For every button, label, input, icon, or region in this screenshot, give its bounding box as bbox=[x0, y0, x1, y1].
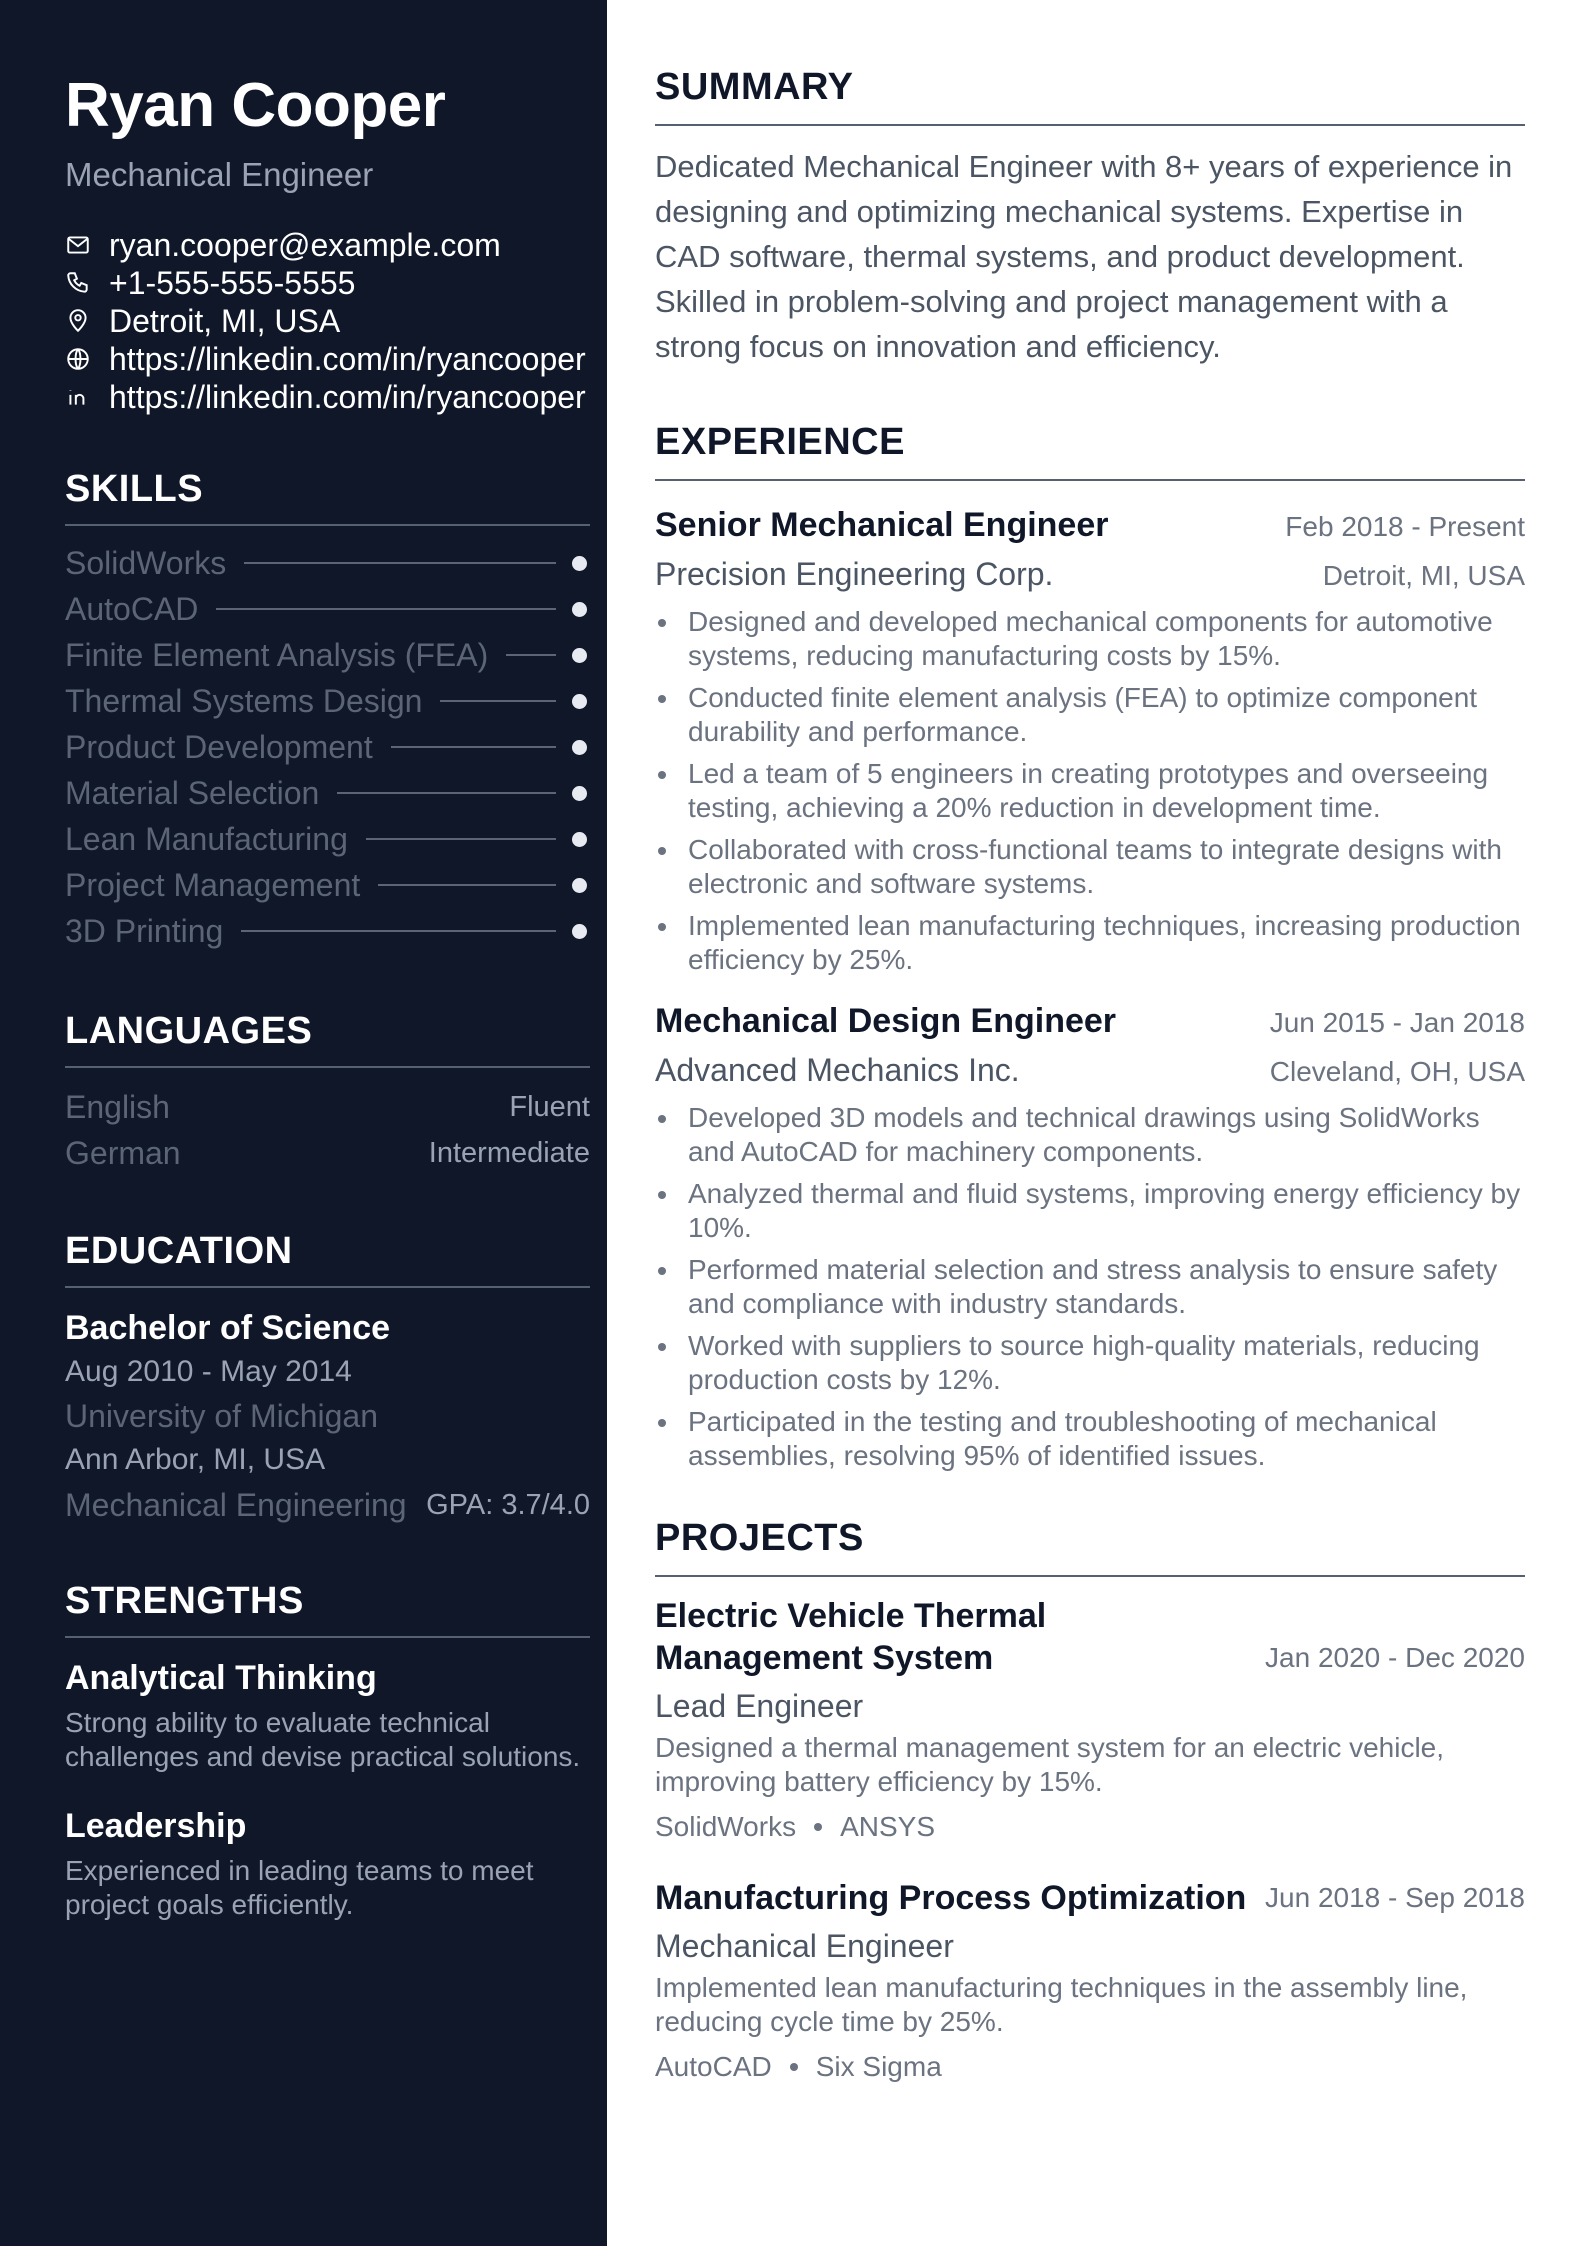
project-entry bbox=[655, 1877, 1525, 2087]
skill-item bbox=[65, 816, 590, 862]
sidebar bbox=[0, 0, 607, 2246]
contact-linkedin[interactable] bbox=[65, 378, 590, 416]
skill-name: Material Selection bbox=[65, 774, 320, 811]
skill-line bbox=[391, 746, 556, 748]
job-location: Detroit, MI, USA bbox=[1322, 560, 1525, 591]
education-dates: Aug 2010 - May 2014 bbox=[65, 1355, 352, 1388]
skill-item bbox=[65, 678, 590, 724]
tech-separator-dot bbox=[814, 1823, 822, 1831]
skill-dot bbox=[572, 924, 587, 939]
skill-dot bbox=[572, 694, 587, 709]
strength-title: Analytical Thinking bbox=[65, 1659, 377, 1697]
skill-line bbox=[506, 654, 556, 656]
skill-dot bbox=[572, 556, 587, 571]
skill-item bbox=[65, 724, 590, 770]
education-gpa: GPA: 3.7/4.0 bbox=[426, 1489, 590, 1521]
candidate-title: Mechanical Engineer bbox=[65, 156, 374, 193]
experience-heading: EXPERIENCE bbox=[655, 419, 1525, 481]
job-bullet: Conducted finite element analysis (FEA) to optimize component durability and performance. bbox=[655, 681, 1525, 749]
skills-section bbox=[65, 466, 590, 954]
contact-email-text: ryan.cooper@example.com bbox=[109, 227, 501, 263]
contact-email[interactable] bbox=[65, 226, 590, 264]
strength-desc: Strong ability to evaluate technical challenges and devise practical solutions. bbox=[65, 1707, 581, 1772]
main-content bbox=[655, 0, 1525, 2087]
job-header bbox=[655, 997, 1525, 1045]
skill-dot bbox=[572, 786, 587, 801]
tech-separator-dot bbox=[790, 2063, 798, 2071]
job-subheader bbox=[655, 1047, 1525, 1093]
contact-list bbox=[65, 226, 590, 416]
language-list bbox=[65, 1084, 590, 1176]
skill-name: Finite Element Analysis (FEA) bbox=[65, 636, 489, 673]
skill-name: Product Development bbox=[65, 728, 373, 765]
job-bullet: Collaborated with cross-functional teams to integrate designs with electronic and software systems. bbox=[655, 833, 1525, 901]
strengths-section bbox=[65, 1578, 590, 1922]
job-bullet: Analyzed thermal and fluid systems, improving energy efficiency by 10%. bbox=[655, 1177, 1525, 1245]
project-role: Lead Engineer bbox=[655, 1688, 864, 1724]
skill-dot bbox=[572, 878, 587, 893]
education-school: University of Michigan bbox=[65, 1398, 378, 1434]
summary-text: Dedicated Mechanical Engineer with 8+ years of experience in designing and optimizing mechanical systems. Expertise in CAD software, thermal systems, and product development. Skilled in problem-solving and project management with a strong focus on innovation and efficiency. bbox=[655, 149, 1513, 364]
job-location: Cleveland, OH, USA bbox=[1269, 1056, 1525, 1087]
job-bullet: Implemented lean manufacturing techniques, increasing production efficiency by 25%. bbox=[655, 909, 1525, 977]
job-dates: Jun 2015 - Jan 2018 bbox=[1269, 1007, 1525, 1038]
skill-dot bbox=[572, 602, 587, 617]
skill-name: Project Management bbox=[65, 866, 361, 903]
skill-line bbox=[244, 562, 556, 564]
skill-name: SolidWorks bbox=[65, 544, 227, 581]
skill-line bbox=[366, 838, 556, 840]
summary-heading: SUMMARY bbox=[655, 64, 1525, 126]
project-dates: Jun 2018 - Sep 2018 bbox=[1265, 1882, 1525, 1913]
project-tech-item: ANSYS bbox=[840, 1811, 936, 1842]
job-bullet: Worked with suppliers to source high-quality materials, reducing production costs by 12%. bbox=[655, 1329, 1525, 1397]
job-bullet: Designed and developed mechanical components for automotive systems, reducing manufacturing costs by 15%. bbox=[655, 605, 1525, 673]
skill-item bbox=[65, 586, 590, 632]
project-tech-item: SolidWorks bbox=[655, 1811, 797, 1842]
language-item bbox=[65, 1130, 590, 1176]
languages-section bbox=[65, 1008, 590, 1176]
globe-icon bbox=[65, 340, 97, 378]
education-entry bbox=[65, 1306, 590, 1528]
candidate-name: Ryan Cooper bbox=[65, 71, 446, 140]
skill-list bbox=[65, 540, 590, 954]
language-item bbox=[65, 1084, 590, 1130]
skill-item bbox=[65, 770, 590, 816]
skill-line bbox=[241, 930, 556, 932]
education-section bbox=[65, 1228, 590, 1528]
education-degree: Bachelor of Science bbox=[65, 1309, 391, 1347]
education-location: Ann Arbor, MI, USA bbox=[65, 1443, 326, 1476]
skill-name: AutoCAD bbox=[65, 590, 199, 627]
job-subheader bbox=[655, 551, 1525, 597]
languages-heading: LANGUAGES bbox=[65, 1008, 590, 1068]
project-role: Mechanical Engineer bbox=[655, 1928, 954, 1964]
project-header bbox=[655, 1877, 1525, 1919]
job-bullet: Participated in the testing and troubleshooting of mechanical assemblies, resolving 95% of identified issues. bbox=[655, 1405, 1525, 1473]
project-header bbox=[655, 1595, 1525, 1679]
skill-line bbox=[216, 608, 556, 610]
projects-heading: PROJECTS bbox=[655, 1515, 1525, 1577]
contact-phone[interactable] bbox=[65, 264, 590, 302]
language-name: German bbox=[65, 1134, 181, 1171]
contact-phone-text: +1-555-555-5555 bbox=[109, 265, 356, 301]
phone-icon bbox=[65, 264, 97, 302]
job-company: Precision Engineering Corp. bbox=[655, 556, 1054, 592]
project-name: Electric Vehicle Thermal Management System bbox=[655, 1597, 1047, 1677]
job-bullet: Performed material selection and stress analysis to ensure safety and compliance with industry standards. bbox=[655, 1253, 1525, 1321]
project-tech-item: Six Sigma bbox=[815, 2051, 942, 2082]
contact-website[interactable] bbox=[65, 340, 590, 378]
job-entry bbox=[655, 501, 1525, 977]
skill-dot bbox=[572, 740, 587, 755]
project-tech-item: AutoCAD bbox=[655, 2051, 772, 2082]
job-header bbox=[655, 501, 1525, 549]
job-role: Senior Mechanical Engineer bbox=[655, 506, 1109, 544]
job-company: Advanced Mechanics Inc. bbox=[655, 1052, 1020, 1088]
skill-item bbox=[65, 862, 590, 908]
skill-item bbox=[65, 632, 590, 678]
job-bullets bbox=[655, 1101, 1525, 1473]
job-entry bbox=[655, 997, 1525, 1473]
project-desc: Designed a thermal management system for an electric vehicle, improving battery efficiency by 15%. bbox=[655, 1732, 1445, 1797]
project-entry bbox=[655, 1595, 1525, 1847]
job-bullet: Led a team of 5 engineers in creating prototypes and overseeing testing, achieving a 20% reduction in development time. bbox=[655, 757, 1525, 825]
skill-item bbox=[65, 540, 590, 586]
experience-section bbox=[655, 419, 1525, 1473]
strength-list bbox=[65, 1656, 590, 1922]
strengths-heading: STRENGTHS bbox=[65, 1578, 590, 1638]
projects-section bbox=[655, 1515, 1525, 2087]
job-bullet: Developed 3D models and technical drawings using SolidWorks and AutoCAD for machinery components. bbox=[655, 1101, 1525, 1169]
strength-desc: Experienced in leading teams to meet project goals efficiently. bbox=[65, 1855, 534, 1920]
summary-section bbox=[655, 64, 1525, 369]
skill-dot bbox=[572, 648, 587, 663]
skill-line bbox=[337, 792, 556, 794]
education-field-row bbox=[65, 1482, 590, 1528]
education-heading: EDUCATION bbox=[65, 1228, 590, 1288]
language-name: English bbox=[65, 1088, 170, 1125]
skill-item bbox=[65, 908, 590, 954]
language-level: Intermediate bbox=[428, 1136, 590, 1169]
skills-heading: SKILLS bbox=[65, 466, 590, 526]
education-field: Mechanical Engineering bbox=[65, 1487, 407, 1523]
skill-name: Thermal Systems Design bbox=[65, 682, 423, 719]
project-name: Manufacturing Process Optimization bbox=[655, 1879, 1247, 1917]
project-desc: Implemented lean manufacturing techniques in the assembly line, reducing cycle time by 25%. bbox=[655, 1972, 1468, 2037]
skill-line bbox=[440, 700, 556, 702]
language-level: Fluent bbox=[509, 1090, 590, 1123]
project-dates: Jan 2020 - Dec 2020 bbox=[1265, 1642, 1525, 1673]
job-bullets bbox=[655, 605, 1525, 977]
linkedin-icon bbox=[65, 378, 97, 416]
project-tech bbox=[655, 2047, 1525, 2087]
mail-icon bbox=[65, 226, 97, 264]
job-dates: Feb 2018 - Present bbox=[1285, 511, 1525, 542]
project-tech bbox=[655, 1807, 1525, 1847]
contact-linkedin-text: https://linkedin.com/in/ryancooper bbox=[109, 379, 586, 415]
strength-title: Leadership bbox=[65, 1807, 247, 1845]
skill-dot bbox=[572, 832, 587, 847]
skill-name: Lean Manufacturing bbox=[65, 820, 348, 857]
skill-line bbox=[378, 884, 556, 886]
contact-location-text: Detroit, MI, USA bbox=[109, 303, 341, 339]
location-icon bbox=[65, 302, 97, 340]
skill-name: 3D Printing bbox=[65, 912, 224, 949]
contact-location bbox=[65, 302, 590, 340]
contact-website-text: https://linkedin.com/in/ryancooper bbox=[109, 341, 586, 377]
job-role: Mechanical Design Engineer bbox=[655, 1002, 1117, 1040]
